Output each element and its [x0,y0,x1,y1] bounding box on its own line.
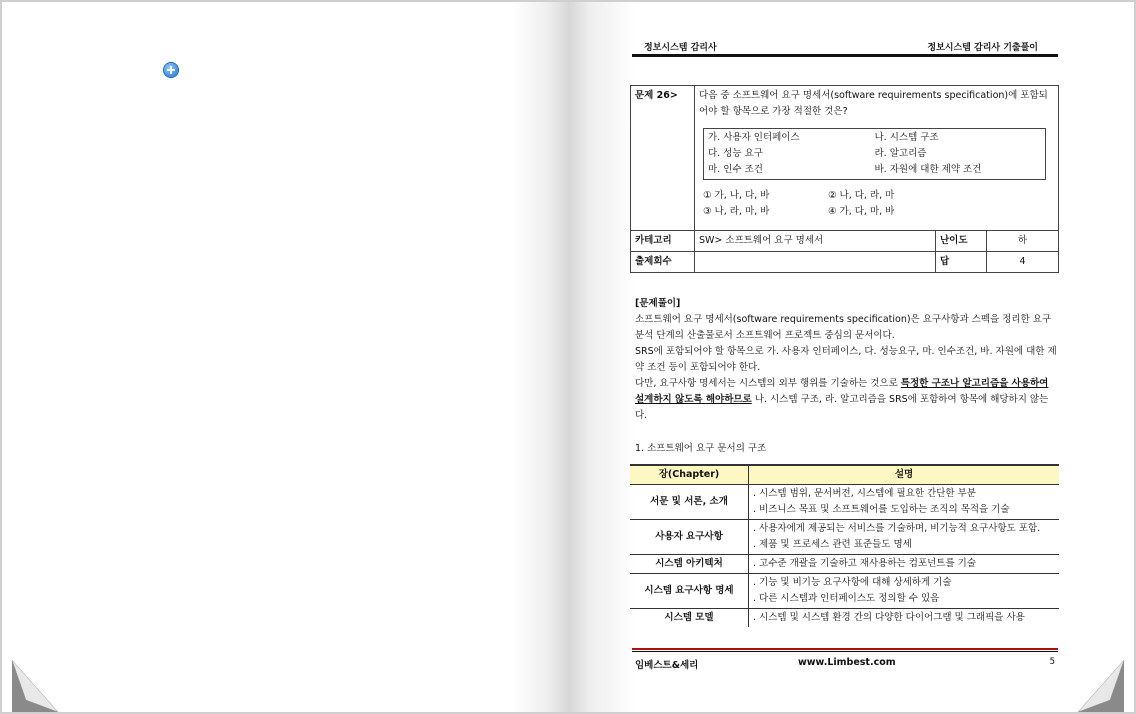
header-rule [632,54,1058,57]
option-item: 바. 자원에 대한 제약 조건 [874,164,982,175]
option-item: 가. 사용자 인터페이스 [708,132,800,143]
chapter-cell: 사용자 요구사항 [630,520,749,555]
header-left: 정보시스템 감리사 [644,43,717,53]
category-value: SW> 소프트웨어 요구 명세서 [695,231,936,252]
option-item: 마. 인수 조건 [708,164,763,175]
difficulty-value: 하 [987,231,1059,252]
answer-choices-row [703,204,1054,220]
difficulty-label: 난이도 [936,231,987,252]
question-body [695,86,1059,231]
answer-choice: ② 나, 다, 라, 마 [828,190,895,201]
desc-cell [749,609,1060,628]
answer-choice: ① 가, 나, 다, 바 [703,190,770,201]
answer-choice: ④ 가, 다, 마, 바 [828,206,895,217]
desc-line: . 다른 시스템과 인터페이스도 정의할 수 있음 [753,593,940,604]
question-label: 문제 26> [631,86,695,231]
option-item: 나. 시스템 구조 [874,132,939,143]
left-page [2,2,568,712]
structure-table [630,464,1059,627]
desc-line: . 제품 및 프로세스 관련 표준들도 명세 [753,539,912,550]
solution-title: [문제풀이] [635,298,681,309]
options-row [708,146,1041,162]
footer-url: www.Limbest.com [798,657,896,668]
solution-paragraph: SRS에 포함되어야 할 항목으로 가. 사용자 인터페이스, 다. 성능요구, 마. 인수조건, 바. 자원에 대한 제약 조건 등이 포함되어야 한다. [635,346,1057,373]
category-label: 카테고리 [631,231,695,252]
exam-count-value [695,252,936,273]
footer-left: 임베스트&세리 [635,660,699,671]
answer-value: 4 [987,252,1059,273]
page-curl-left[interactable] [12,660,58,712]
question-text: 다음 중 소프트웨어 요구 명세서(software requirements specification)에 포함되어야 할 항목으로 가장 적절한 것은? [699,90,1048,117]
option-item: 라. 알고리즘 [874,148,927,159]
solution-text: 나. 시스템 구조, 라. 알고리즘을 SRS에 포함하여 항목에 해당하지 않는다. [635,394,1049,421]
chapter-cell: 시스템 아키텍처 [630,555,749,574]
column-header: 설명 [749,465,1060,485]
exam-count-label: 출제회수 [631,252,695,273]
option-item: 다. 성능 요구 [708,148,763,159]
section-title: 1. 소프트웨어 요구 문서의 구조 [635,443,767,454]
answer-choice: ③ 나, 라, 마, 바 [703,206,770,217]
desc-cell [749,485,1060,520]
table-row [630,555,1059,574]
desc-cell [749,520,1060,555]
desc-cell [749,574,1060,609]
table-row [630,520,1059,555]
desc-line: . 고수준 개괄을 기술하고 재사용하는 컴포넌트를 기술 [753,558,977,569]
answer-label: 답 [936,252,987,273]
desc-line: . 기능 및 비기능 요구사항에 대해 상세하게 기술 [753,577,952,588]
footer-rule-black [632,651,1058,652]
solution-text: 다만, 요구사항 명세서는 시스템의 외부 행위를 기술하는 것으로 [635,378,901,389]
table-row [630,609,1059,628]
page-number: 5 [1049,657,1055,667]
options-box [703,128,1046,180]
desc-line: . 사용자에게 제공되는 서비스를 기술하며, 비기능적 요구사항도 포함. [753,523,1041,534]
table-row [630,485,1059,520]
solution-section [635,296,1059,424]
desc-cell [749,555,1060,574]
page-curl-right[interactable] [1078,660,1124,712]
footer-rule-red [632,648,1058,650]
desc-line: . 비즈니스 목표 및 소프트웨어를 도입하는 조직의 목적을 기술 [753,504,1010,515]
table-row [630,574,1059,609]
chapter-cell: 시스템 모델 [630,609,749,628]
question-table [630,85,1059,273]
solution-paragraph [635,376,1059,424]
desc-line: . 시스템 및 시스템 환경 간의 다양한 다이어그램 및 그래픽을 사용 [753,612,1025,623]
solution-emphasis: 특정한 구조나 알고리즘을 사용하여 설계하지 않도록 해야하므로 [635,378,1049,405]
zoom-in-icon[interactable] [164,63,178,77]
answer-choices-row [703,188,1054,204]
chapter-cell: 서문 및 서론, 소개 [630,485,749,520]
options-row [708,130,1041,146]
chapter-cell: 시스템 요구사항 명세 [630,574,749,609]
column-header: 장(Chapter) [630,465,749,485]
header-right: 정보시스템 감리사 기출풀이 [927,43,1038,53]
solution-paragraph: 소프트웨어 요구 명세서(software requirements specification)은 요구사항과 스펙을 정리한 요구분석 단계의 산출물로서 소프트웨어 프로젝트 중심의 문서이다. [635,314,1052,341]
desc-line: . 시스템 범위, 문서버전, 시스템에 필요한 간단한 부분 [753,488,976,499]
options-row [708,162,1041,178]
